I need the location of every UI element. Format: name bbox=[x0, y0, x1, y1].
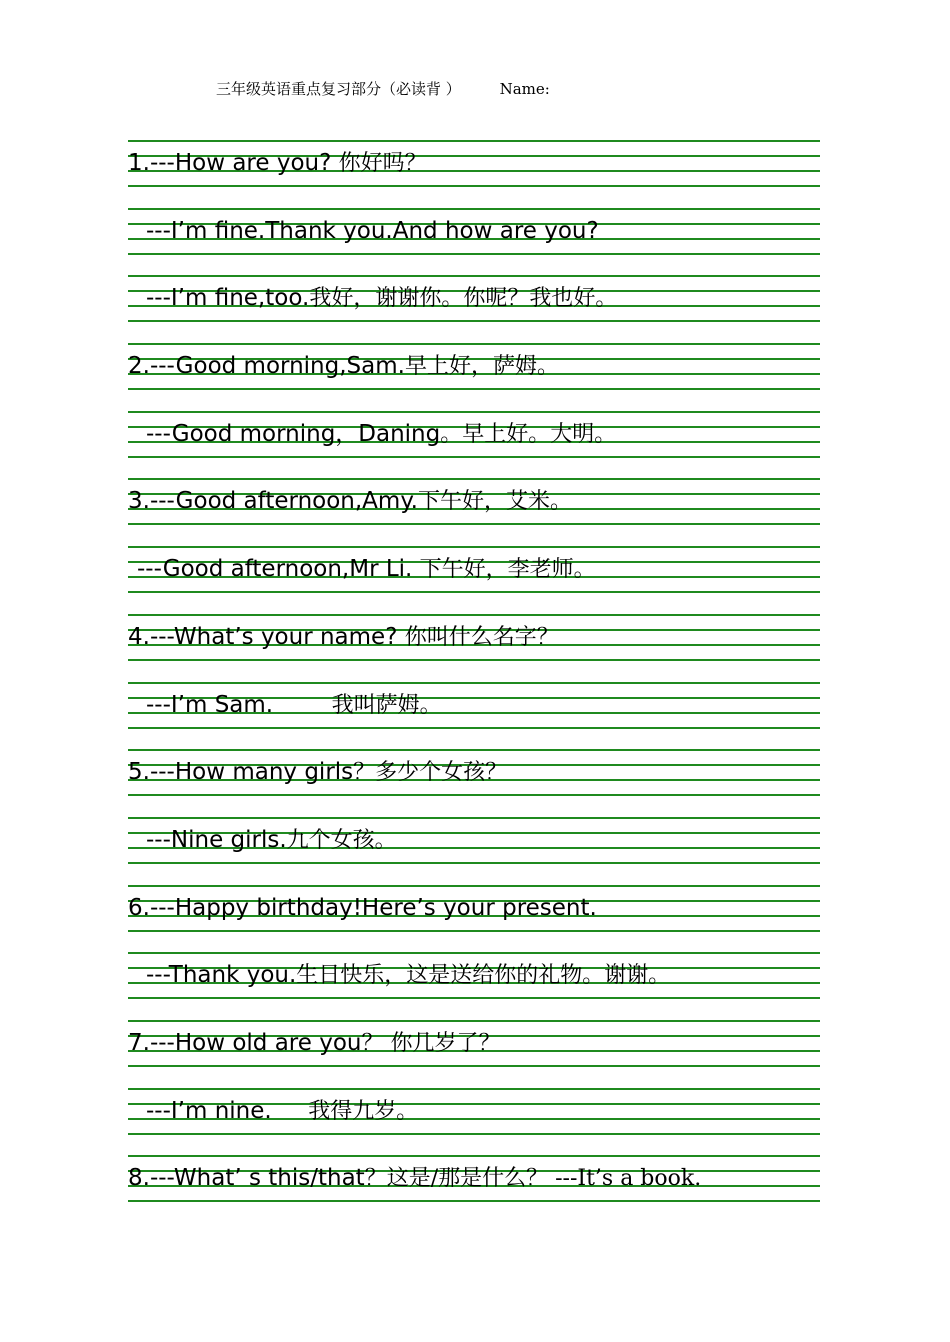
line-2 bbox=[128, 208, 820, 276]
chinese-text: 下午好，李老师。 bbox=[419, 557, 596, 583]
chinese-text: 。早上好。大明。 bbox=[440, 421, 617, 447]
chinese-text: 生日快乐，这是送给你的礼物。谢谢。 bbox=[296, 963, 671, 989]
english-text: ---I’m Sam. bbox=[146, 691, 332, 718]
line-6 bbox=[128, 478, 820, 546]
english-text: ---I’m fine.Thank you.And how are you? bbox=[146, 217, 599, 244]
line-10 bbox=[128, 749, 820, 817]
english-text: 7.---How old are you bbox=[128, 1029, 362, 1056]
chinese-text: 我好，谢谢你。你呢？我也好。 bbox=[309, 286, 618, 312]
english-text: 4.---What’s your name? bbox=[128, 623, 405, 650]
english-text: 2.---Good morning,Sam. bbox=[128, 353, 405, 380]
chinese-text: 我得九岁。 bbox=[308, 1098, 419, 1124]
chinese-text: ？这是/那是什么？ ---It’s a book. bbox=[364, 1166, 702, 1192]
name-label: Name: bbox=[499, 80, 550, 98]
chinese-text: ？多少个女孩？ bbox=[353, 760, 508, 786]
line-1 bbox=[128, 140, 820, 208]
line-9 bbox=[128, 682, 820, 750]
line-4 bbox=[128, 343, 820, 411]
chinese-text: 你好吗？ bbox=[338, 151, 427, 176]
line-12 bbox=[128, 885, 820, 953]
english-text: ---Nine girls. bbox=[146, 826, 287, 853]
chinese-text: ？ 你几岁了？ bbox=[361, 1030, 501, 1056]
english-text: 1.---How are you? bbox=[128, 150, 339, 176]
line-5 bbox=[128, 411, 820, 479]
worksheet-header bbox=[216, 78, 550, 99]
worksheet-title: 三年级英语重点复习部分（必读背 ） bbox=[216, 80, 461, 98]
line-15 bbox=[128, 1088, 820, 1156]
english-text: 3.---Good afternoon,Amy. bbox=[128, 488, 418, 515]
line-11 bbox=[128, 817, 820, 885]
line-8 bbox=[128, 614, 820, 682]
line-13 bbox=[128, 952, 820, 1020]
english-text: 6.---Happy birthday!Here’s your present. bbox=[128, 894, 597, 921]
english-text: ---Thank you. bbox=[146, 962, 297, 989]
english-text: ---Good morning，Daning bbox=[146, 420, 441, 447]
line-16 bbox=[128, 1155, 820, 1223]
line-14 bbox=[128, 1020, 820, 1088]
english-text: ---I’m fine,too. bbox=[146, 285, 310, 312]
line-3 bbox=[128, 275, 820, 343]
line-7 bbox=[128, 546, 820, 614]
ruled-writing-area bbox=[128, 140, 820, 1223]
english-text: ---I’m nine. bbox=[146, 1097, 309, 1124]
chinese-text: 你叫什么名字？ bbox=[404, 624, 559, 650]
chinese-text: 下午好，艾米。 bbox=[417, 489, 572, 515]
chinese-text: 九个女孩。 bbox=[286, 827, 397, 853]
chinese-text: 早上好，萨姆。 bbox=[404, 354, 559, 380]
english-text: 8.---What’ s this/that bbox=[128, 1165, 365, 1192]
english-text: 5.---How many girls bbox=[128, 759, 354, 786]
english-text: ---Good afternoon,Mr Li. bbox=[137, 556, 420, 583]
chinese-text: 我叫萨姆。 bbox=[331, 692, 442, 718]
